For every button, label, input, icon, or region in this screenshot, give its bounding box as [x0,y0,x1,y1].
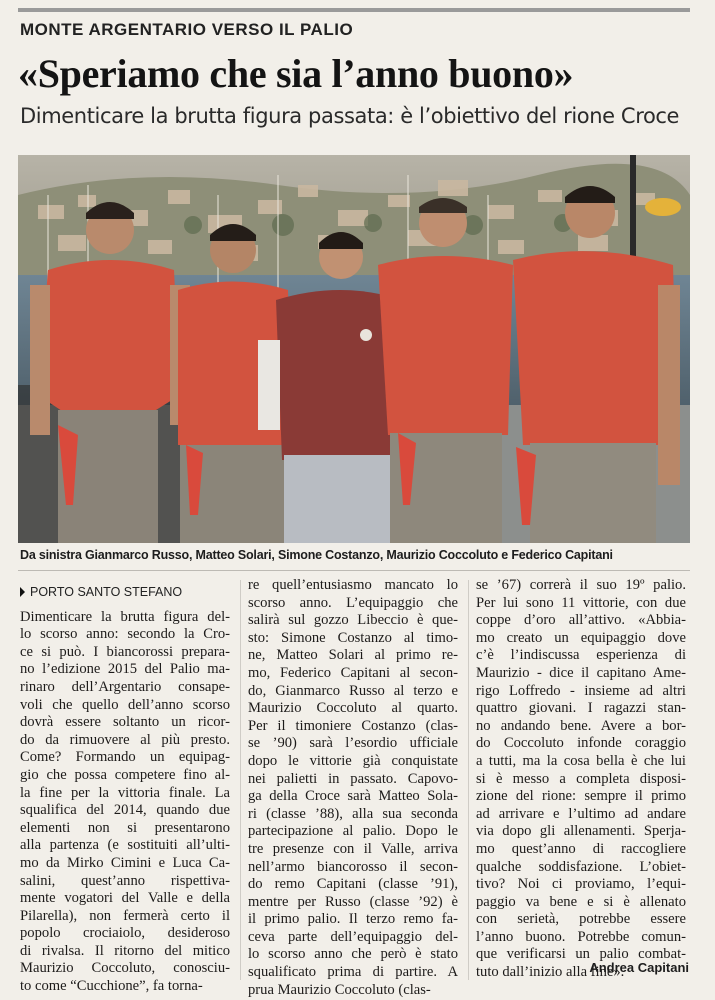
article-line: Pilarella), non fermerà certo il [20,907,230,924]
article-line: nei palietti in passato. Capovo- [248,770,458,787]
article-line: si è messo a completa disposi- [476,770,686,787]
article-line: lo scorso anno che però è stato [248,946,458,963]
article-line: mo da Mirko Cimini e Luca Ca- [20,854,230,871]
article-line: do da rimuovere al più presto. [20,731,230,748]
kicker: MONTE ARGENTARIO VERSO IL PALIO [20,20,354,39]
article-line: via dopo gli allenamenti. Sperja- [476,823,686,840]
article-line: mentre per Russo (classe ’92) è [248,893,458,910]
column-divider-2 [468,580,469,980]
photo-caption: Da sinistra Gianmarco Russo, Matteo Solari, Simone Costanzo, Maurizio Coccoluto e Federico Capitani [20,548,613,562]
article-line: tivo? Noi ci proviamo, l’equi- [476,876,686,893]
article-line: squalifica del 2014, quando due [20,802,230,819]
article-line: zione del rione: sempre il primo [476,788,686,805]
article-line: to come “Cucchione”, fa torna- [20,978,203,995]
dateline-text: PORTO SANTO STEFANO [30,585,183,599]
article-line: Maurizio - dice il capitano Ame- [476,664,686,681]
article-line: se ’90) sarà l’esordio ufficiale [248,735,458,752]
article-line: sto: Simone Costanzo al timo- [248,629,458,646]
dateline [20,584,230,602]
article-line: Come? Formando un equipag- [20,749,230,766]
article-line: Maurizio Coccoluto al quarto. [248,700,458,717]
author-byline: Andrea Capitani [589,960,689,975]
article-line: do, Gianmarco Russo al terzo e [248,682,458,699]
article-line: do Coccoluto infonde coraggio [476,735,686,752]
article-line: squalificato prima di partire. A [248,964,458,981]
article-line: la fine per la vittoria finale. La [20,784,230,801]
caption-rule [18,570,690,571]
article-line: c’è l’indiscussa esperienza di [476,647,686,664]
article-column-3 [476,577,686,982]
article-line: quattro giovani. I ragazzi stan- [476,700,686,717]
article-line: nell’armo biancorosso il secon- [248,858,458,875]
article-line: salini, quest’anno rispettiva- [20,872,230,889]
article-line: re quell’entusiasmo mancato lo [248,577,458,593]
article-column-1 [20,584,230,996]
article-line: do remo Capitani (classe ’91), [248,876,458,893]
article-line: di rivalsa. Il ritorno del mitico [20,942,230,959]
article-line: mo creato un equipaggio dove [476,629,686,646]
article-line: gio che possa competere fino al- [20,766,230,783]
article-line: a tutti, ma la cosa bella è che lui [476,752,686,769]
article-line: voli che quello dell’anno scorso [20,696,230,713]
top-rule [18,8,690,12]
team-photo-illustration [18,155,690,543]
article-line: no andando bene. Avere a bor- [476,717,686,734]
article-line: tre presenze con il Valle, arriva [248,840,458,857]
article-line: Maurizio Coccoluto, conosciu- [20,960,230,977]
article-line: dopo le vittorie già conquistate [248,752,458,769]
column-divider-1 [240,580,241,980]
article-line: se ’67) correrà il suo 19º palio. [476,577,686,593]
article-line: dovrà essere soltanto un ricor- [20,714,230,731]
article-line: mente vogatori del Valle e della [20,890,230,907]
article-line: elementi non si presentarono [20,819,230,836]
article-line: tuto dall’inizio alla fine». [476,964,625,981]
article-line: rigo Loffredo - insieme ad altri [476,682,686,699]
article-line: paggio va bene e si è allenato [476,893,686,910]
article-line: il primo palio. Il terzo remo fa- [248,911,458,928]
article-line: scorso anno. L’equipaggio che [248,594,458,611]
dateline-marker-icon [20,587,25,597]
headline: «Speriamo che sia l’anno buono» [18,51,574,96]
team-photo [18,155,690,543]
article-line: ne, Matteo Solari al primo re- [248,647,458,664]
article-line: ga della Croce sarà Matteo Sola- [248,788,458,805]
subheadline: Dimenticare la brutta figura passata: è l’obiettivo del rione Croce [20,104,680,128]
article-line: rinaro dell’Argentario consape- [20,678,230,695]
article-line: prua Maurizio Coccoluto (clas- [248,981,431,998]
article-line: salirà sul gozzo Libeccio è que- [248,612,458,629]
article-column-2 [248,577,458,999]
article-line: ri (classe ’88), alla sua seconda [248,805,458,822]
article-line: Per lui sono 11 vittorie, con due [476,594,686,611]
article-line: mo, Federico Capitani al secon- [248,664,458,681]
article-line: ce si può. I biancorossi prepara- [20,643,230,660]
article-line: ad arrivare e l’ultimo ad andare [476,805,686,822]
article-line: lo scorso anno: secondo la Cro- [20,626,230,643]
article-line: qualche soddisfazione. L’obiet- [476,858,686,875]
article-line: no l’edizione 2015 del Palio ma- [20,661,230,678]
article-line: partecipazione al palio. Dopo le [248,823,458,840]
article-line: coppe d’oro all’attivo. «Abbia- [476,612,686,629]
article-line: popolo crociaiolo, desideroso [20,925,230,942]
article-line: mo quest’anno di raccogliere [476,840,686,857]
article-line: que verificarsi un palio combat- [476,946,686,963]
article-line: l’anno buono. Potrebbe comun- [476,928,686,945]
article-line: Dimenticare la brutta figura del- [20,608,230,625]
article-line: ceva parte dell’equipaggio del- [248,928,458,945]
article-line: Per il timoniere Costanzo (clas- [248,717,458,734]
article-line: con serietà, potrebbe essere [476,911,686,928]
article-line: alla partenza (e sostituiti all’ulti- [20,837,230,854]
